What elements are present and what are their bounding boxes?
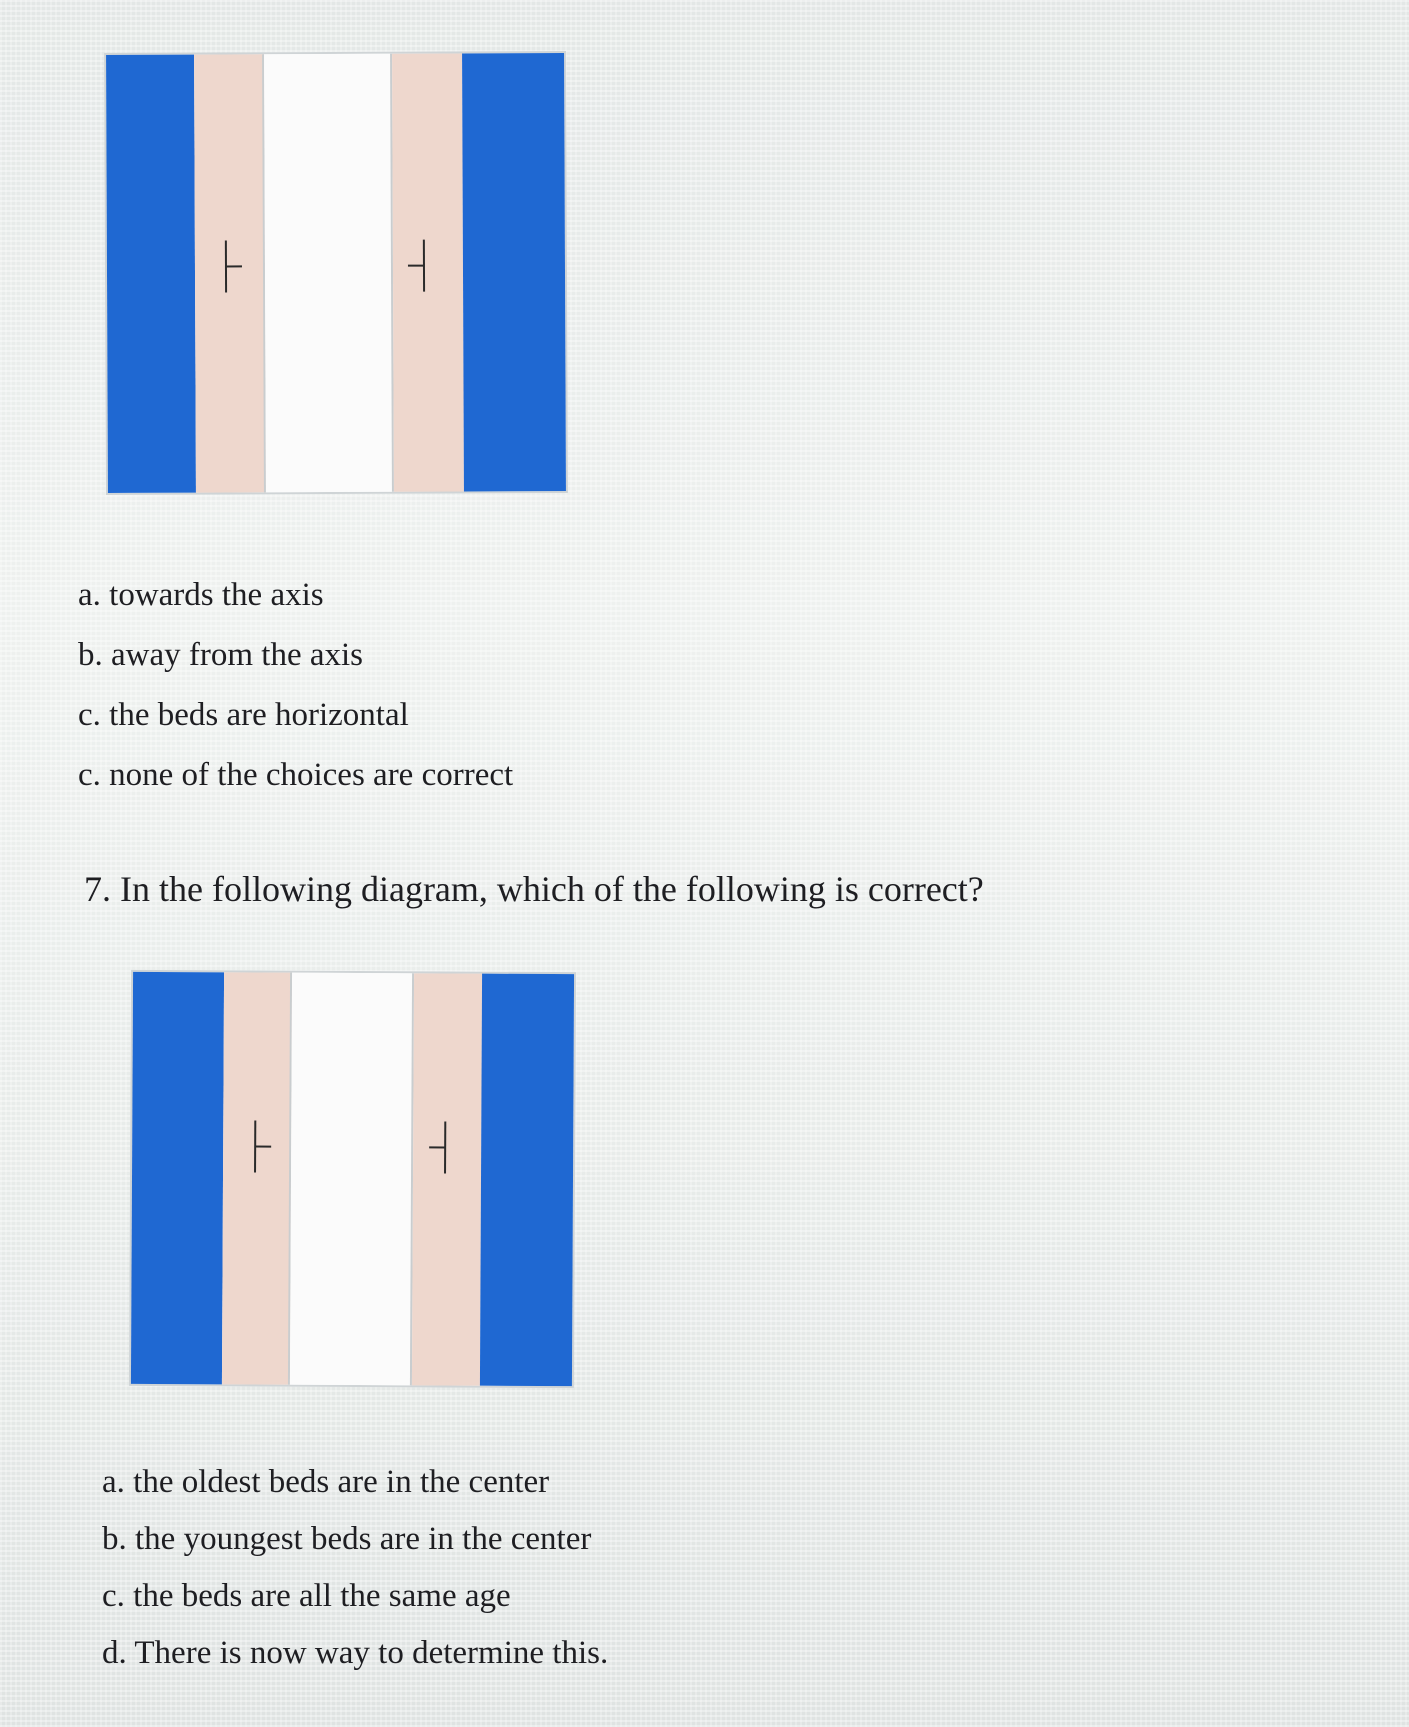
strike-dip-symbol-icon xyxy=(416,240,432,292)
q7-choice-list xyxy=(102,1454,608,1682)
middle-bed-right xyxy=(392,53,464,491)
center-bed xyxy=(290,973,414,1386)
q6-choice-c[interactable]: c. the beds are horizontal xyxy=(78,697,409,733)
fold-diagram-q7 xyxy=(129,970,576,1388)
q6-choice-b[interactable]: b. away from the axis xyxy=(78,637,363,673)
q7-choice-a[interactable]: a. the oldest beds are in the center xyxy=(102,1464,550,1500)
outer-bed-left xyxy=(106,55,196,493)
q6-choice-d[interactable]: c. none of the choices are correct xyxy=(78,757,514,793)
center-bed xyxy=(264,54,394,493)
strike-dip-symbol-icon xyxy=(218,240,234,292)
fold-diagram-q6 xyxy=(104,51,568,495)
strike-dip-symbol-icon xyxy=(437,1121,453,1173)
strike-dip-symbol-icon xyxy=(247,1120,263,1172)
q7-choice-c[interactable]: c. the beds are all the same age xyxy=(102,1578,511,1614)
outer-bed-right xyxy=(462,53,566,491)
middle-bed-left xyxy=(222,972,292,1384)
outer-bed-right xyxy=(480,974,574,1386)
q6-choice-list xyxy=(78,565,513,805)
q7-choice-d[interactable]: d. There is now way to determine this. xyxy=(102,1635,609,1671)
q7-prompt: 7. In the following diagram, which of the following is correct? xyxy=(84,869,984,909)
middle-bed-right xyxy=(412,973,482,1385)
middle-bed-left xyxy=(194,54,266,492)
outer-bed-left xyxy=(131,972,224,1384)
q6-choice-a[interactable]: a. towards the axis xyxy=(78,577,324,613)
q7-choice-b[interactable]: b. the youngest beds are in the center xyxy=(102,1521,592,1557)
